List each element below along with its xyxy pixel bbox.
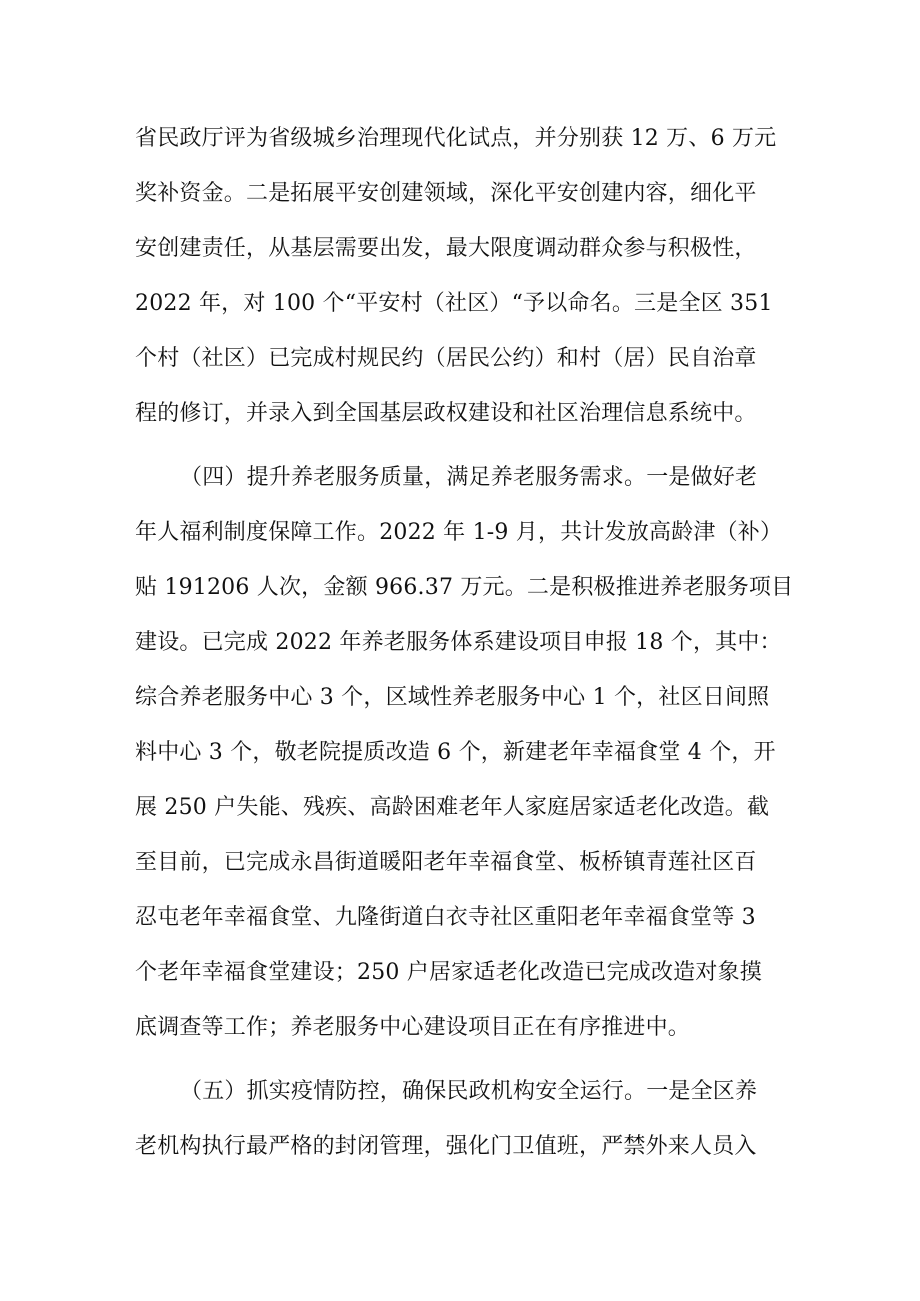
paragraph-2-line-3: 贴 191206 人次，金额 966.37 万元。二是积极推进养老服务项目: [135, 575, 794, 600]
paragraph-2-line-10: 个老年幸福食堂建设；250 户居家适老化改造已完成改造对象摸: [135, 960, 762, 985]
paragraph-3-line-1: （五）抓实疫情防控，确保民政机构安全运行。一是全区养: [180, 1079, 758, 1104]
paragraph-1-line-5: 个村（社区）已完成村规民约（居民公约）和村（居）民自治章: [135, 346, 757, 371]
paragraph-2-line-6: 料中心 3 个，敬老院提质改造 6 个，新建老年幸福食堂 4 个，开: [135, 740, 776, 765]
paragraph-2-line-5: 综合养老服务中心 3 个，区域性养老服务中心 1 个，社区日间照: [135, 685, 770, 710]
paragraph-1-line-2: 奖补资金。二是拓展平安创建领域，深化平安创建内容，细化平: [135, 181, 757, 206]
paragraph-2-line-4: 建设。已完成 2022 年养老服务体系建设项目申报 18 个，其中：: [135, 630, 782, 655]
paragraph-1-line-6: 程的修订，并录入到全国基层政权建设和社区治理信息系统中。: [135, 401, 757, 426]
paragraph-1-line-3: 安创建责任，从基层需要出发，最大限度调动群众参与积极性，: [135, 236, 757, 261]
paragraph-1-line-1: 省民政厅评为省级城乡治理现代化试点，并分别获 12 万、6 万元: [135, 126, 777, 151]
paragraph-2-line-1: （四）提升养老服务质量，满足养老服务需求。一是做好老: [180, 465, 758, 490]
paragraph-3-line-2: 老机构执行最严格的封闭管理，强化门卫值班，严禁外来人员入: [135, 1134, 757, 1159]
paragraph-2-line-9: 忍屯老年幸福食堂、九隆街道白衣寺社区重阳老年幸福食堂等 3: [135, 905, 756, 930]
paragraph-2-line-2: 年人福利制度保障工作。2022 年 1-9 月，共计发放高龄津（补）: [135, 520, 783, 545]
paragraph-1-line-4: 2022 年，对 100 个“平安村（社区）“予以命名。三是全区 351: [135, 291, 773, 316]
paragraph-2-line-7: 展 250 户失能、残疾、高龄困难老年人家庭居家适老化改造。截: [135, 795, 770, 820]
paragraph-2-line-11: 底调查等工作；养老服务中心建设项目正在有序推进中。: [135, 1015, 691, 1040]
paragraph-2-line-8: 至目前，已完成永昌街道暖阳老年幸福食堂、板桥镇青莲社区百: [135, 850, 757, 875]
